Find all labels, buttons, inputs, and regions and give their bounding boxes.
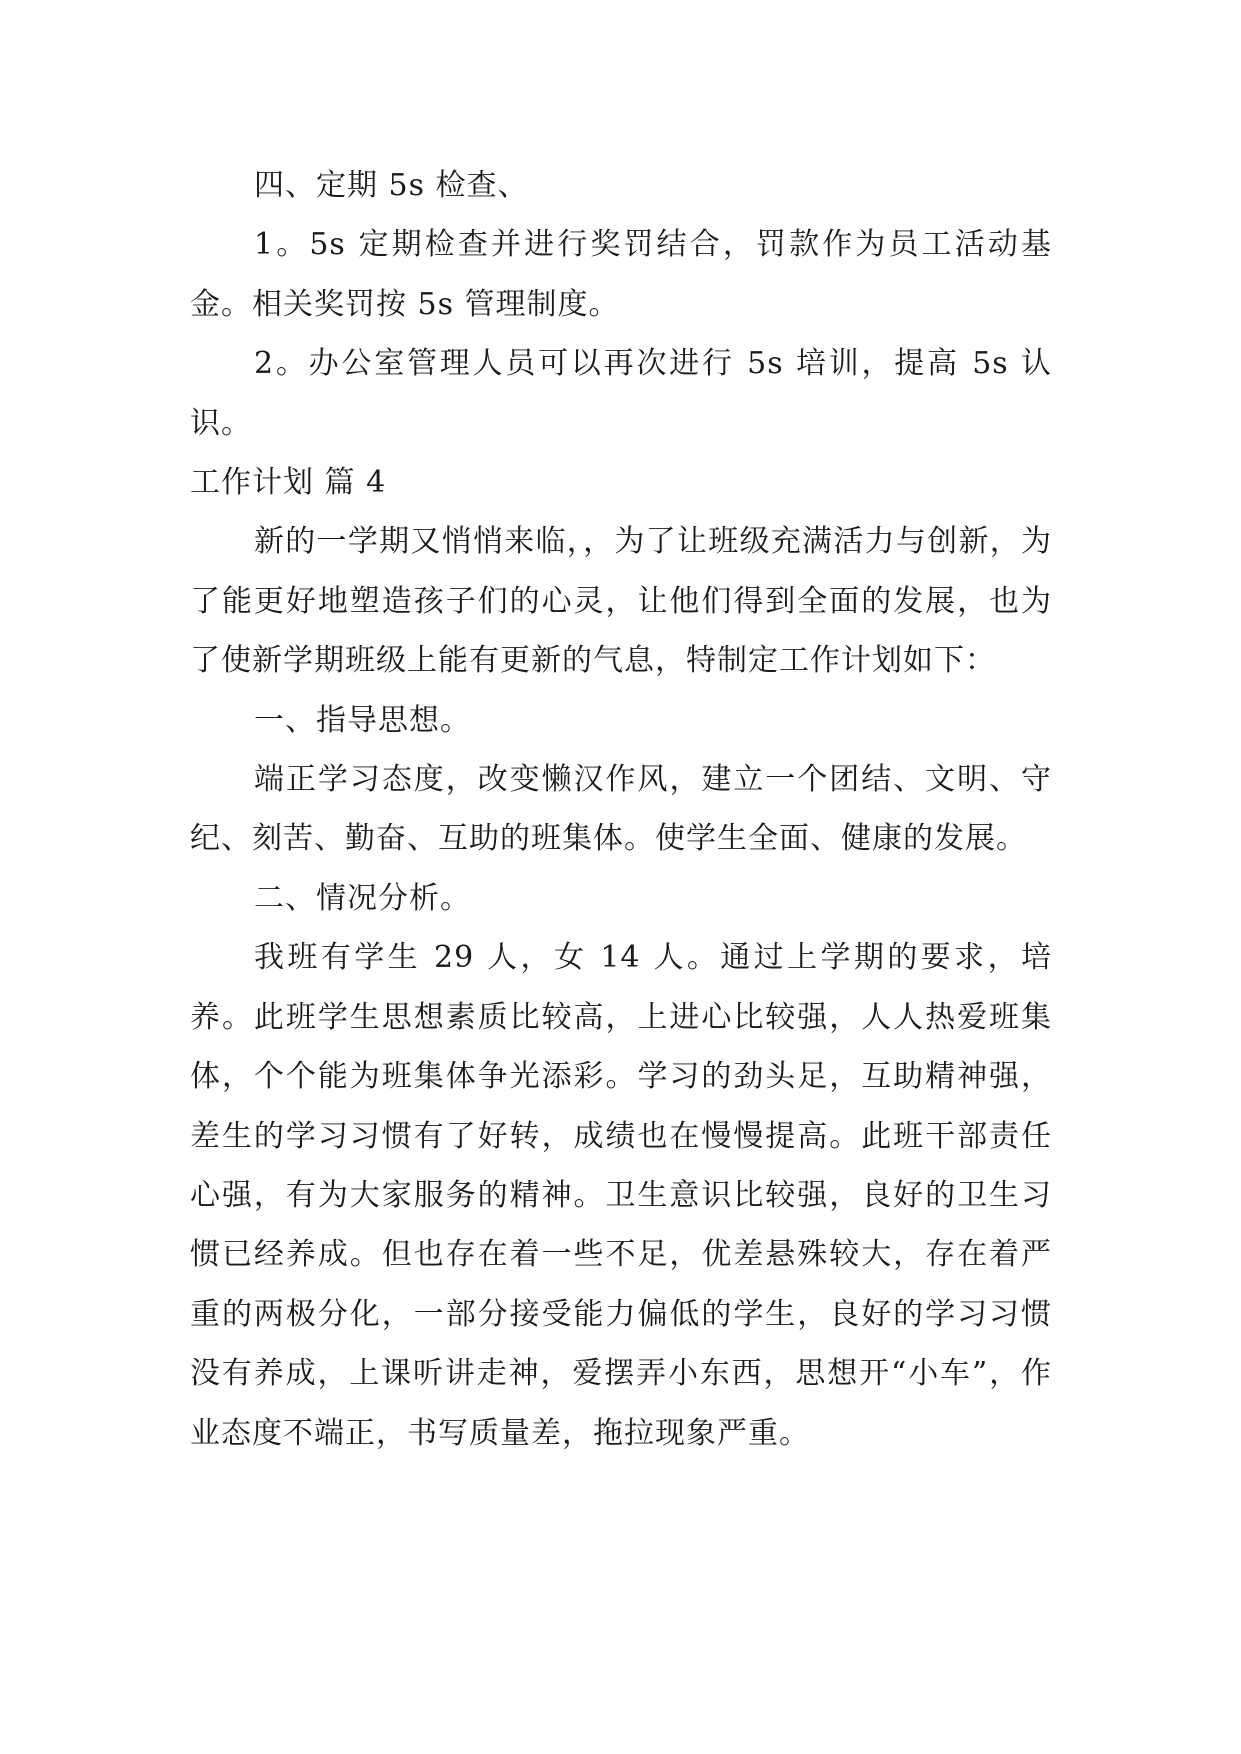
paragraph-intro: 新的一学期又悄悄来临，，为了让班级充满活力与创新，为了能更好地塑造孩子们的心灵，让他们得到全面的发展，也为了使新学期班级上能有更新的气息，特制定工作计划如下：: [190, 524, 1052, 679]
section-heading-situation-analysis: 二、情况分析。: [254, 880, 471, 916]
section-heading-guiding-thought: 一、指导思想。: [254, 702, 471, 738]
paragraph-item-1: 1。5s 定期检查并进行奖罚结合，罚款作为员工活动基金。相关奖罚按 5s 管理制度。: [190, 227, 1052, 322]
document-section-title: 工作计划 篇 4: [190, 465, 387, 501]
paragraph-situation-analysis: 我班有学生 29 人，女 14 人。通过上学期的要求，培养。此班学生思想素质比较高，上进心比较强，人人热爱班集体，个个能为班集体争光添彩。学习的劲头足，互助精神强，差生的学习习惯有了好转，成绩也在慢慢提高。此班干部责任心强，有为大家服务的精神。卫生意识比较强，良好的卫生习惯已经养成。但也存在着一些不足，优差悬殊较大，存在着严重的两极分化，一部分接受能力偏低的学生，良好的学习习惯没有养成，上课听讲走神，爱摆弄小东西，思想开“小车”，作业态度不端正，书写质量差，拖拉现象严重。: [190, 940, 1052, 1451]
paragraph-guiding-thought: 端正学习态度，改变懒汉作风，建立一个团结、文明、守纪、刻苦、勤奋、互助的班集体。使学生全面、健康的发展。: [190, 762, 1052, 857]
paragraph-item-2: 2。办公室管理人员可以再次进行 5s 培训，提高 5s 认识。: [190, 346, 1052, 441]
document-body: [190, 156, 1052, 1463]
section-heading-periodic-5s-check: 四、定期 5s 检查、: [254, 168, 529, 203]
